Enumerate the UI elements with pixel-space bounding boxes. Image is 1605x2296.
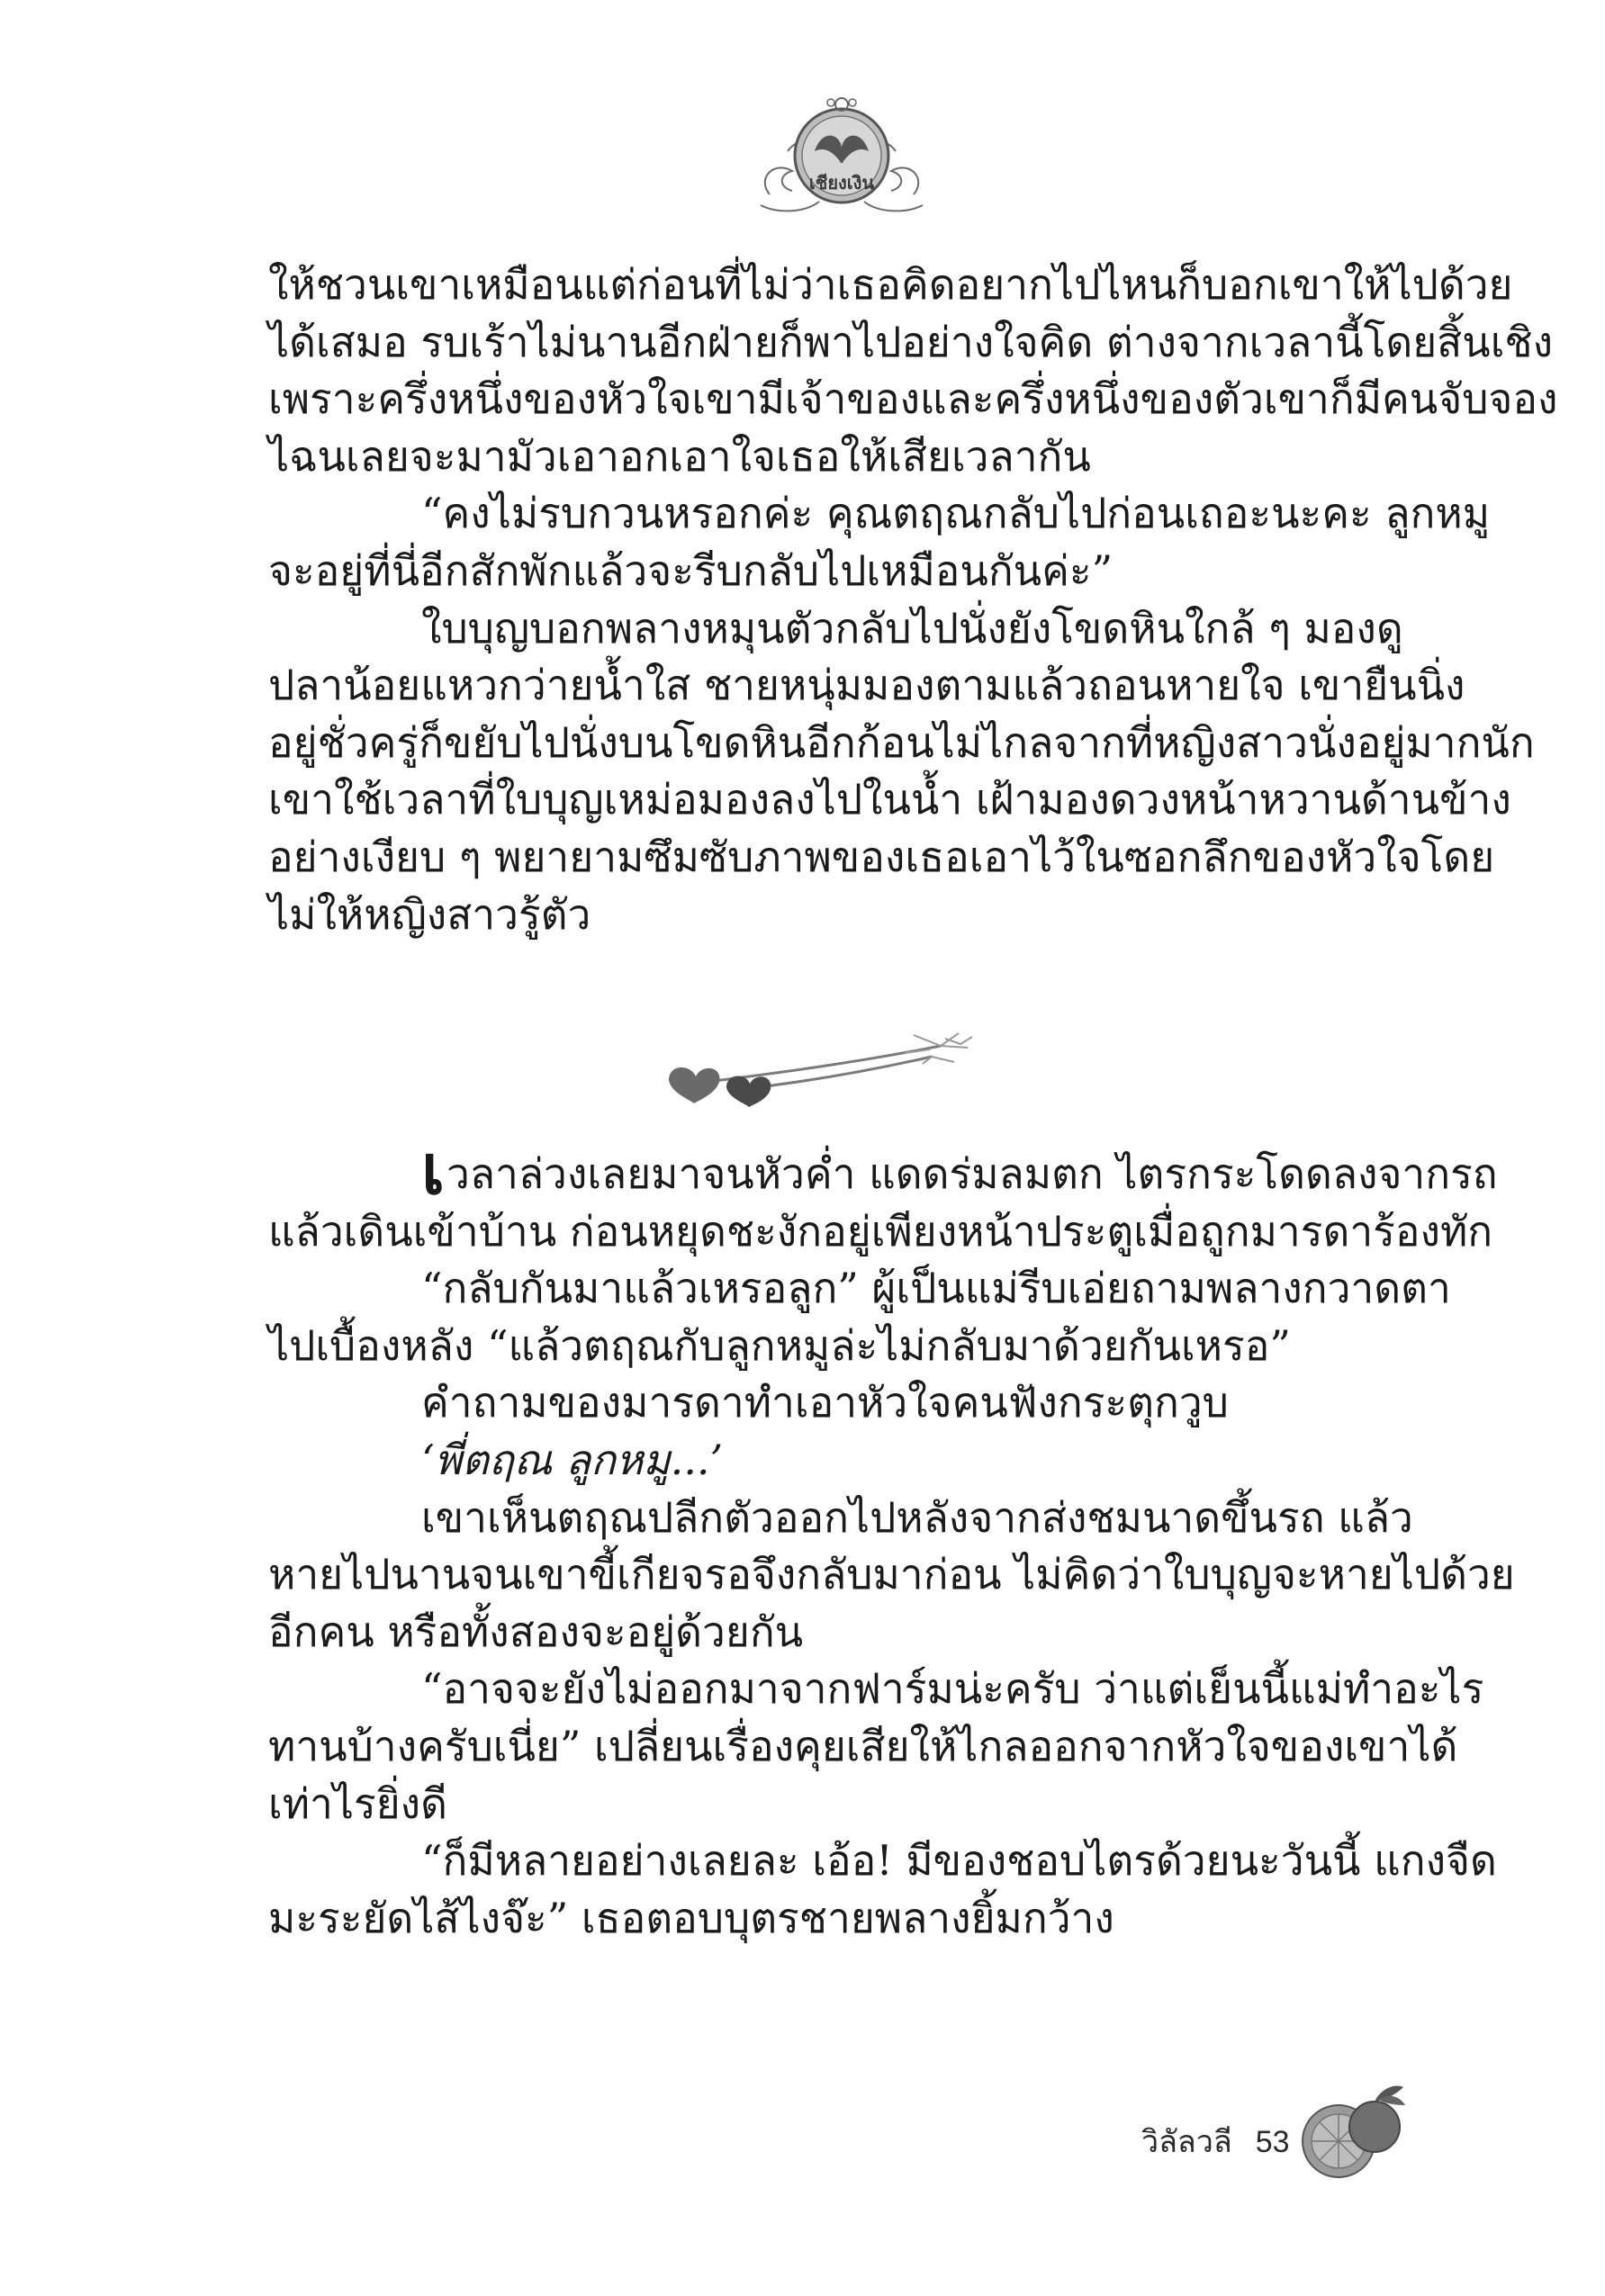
text-line: อีกคน หรือทั้งสองจะอยู่ด้วยกัน [268,1607,804,1656]
text-line: ได้เสมอ รบเร้าไม่นานอีกฝ่ายก็พาไปอย่างใจคิด ต่างจากเวลานี้โดยสิ้นเชิง [268,317,1554,366]
text-line: มะระยัดไส้ไงจ๊ะ” เธอตอบบุตรชายพลางยิ้มกว้าง [268,1893,1114,1942]
text-line: เพราะครึ่งหนึ่งของหัวใจเขามีเจ้าของและครึ่งหนึ่งของตัวเขาก็มีคนจับจอง [268,374,1558,424]
book-title: วิลัลวลี [1141,2125,1232,2159]
text-line: ให้ชวนเขาเหมือนแต่ก่อนที่ไม่ว่าเธอคิดอยากไปไหนก็บอกเขาให้ไปด้วย [268,260,1513,309]
divider-ornament-icon [644,1026,986,1112]
text-line: อย่างเงียบ ๆ พยายามซึมซับภาพของเธอเอาไว้ในซอกลึกของหัวใจโดย [268,832,1495,881]
fruit-ornament-icon [1292,2075,1409,2192]
drop-cap: เ [421,1130,445,1210]
text-line: “ก็มีหลายอย่างเลยละ เอ้อ! มีของชอบไตรด้วยนะวันนี้ แกงจืด [421,1836,1497,1886]
section-2-text [268,1130,1515,1947]
text-line: ไปเบื้องหลัง “แล้วตฤณกับลูกหมูล่ะไม่กลับมาด้วยกันเหรอ” [268,1320,1291,1370]
text-line: ทานบ้างครับเนี่ย” เปลี่ยนเรื่องคุยเสียให้ไกลออกจากหัวใจของเขาได้ [268,1721,1458,1770]
text-line: “คงไม่รบกวนหรอกค่ะ คุณตฤณกลับไปก่อนเถอะนะคะ ลูกหมู [421,489,1491,538]
text-line: ‘พี่ตฤณ ลูกหมู...’ [421,1435,724,1484]
section-1-text [268,257,1558,943]
text-line: “อาจจะยังไม่ออกมาจากฟาร์มน่ะครับ ว่าแต่เย็นนี้แม่ทำอะไร [421,1664,1484,1714]
text-line: ไม่ให้หญิงสาวรู้ตัว [268,889,591,939]
text-line: เท่าไรยิ่งดี [268,1778,448,1828]
text-line: ใบบุญบอกพลางหมุนตัวกลับไปนั่งยังโขดหินใกล้ ๆ มองดู [421,603,1403,653]
text-line: คำถามของมารดาทำเอาหัวใจคนฟังกระตุกวูบ [421,1378,1229,1427]
text-line: เขาเห็นตฤณปลีกตัวออกไปหลังจากส่งชมนาดขึ้นรถ แล้ว [421,1492,1413,1542]
text-line: แล้วเดินเข้าบ้าน ก่อนหยุดชะงักอยู่เพียงหน้าประตูเมื่อถูกมารดาร้องทัก [268,1206,1493,1256]
emblem-text: เชียงเงิน [808,172,875,194]
text-line: อยู่ชั่วครู่ก็ขยับไปนั่งบนโขดหินอีกก้อนไม่ไกลจากที่หญิงสาวนั่งอยู่มากนัก [268,717,1535,767]
page-footer [1141,2124,1290,2160]
text-line: ไฉนเลยจะมามัวเอาอกเอาใจเธอให้เสียเวลากัน [268,431,1091,481]
text-line: ปลาน้อยแหวกว่ายน้ำใส ชายหนุ่มมองตามแล้วถอนหายใจ เขายืนนิ่ง [268,661,1465,710]
page-number: 53 [1255,2125,1290,2159]
text-line: “กลับกันมาแล้วเหรอลูก” ผู้เป็นแม่รีบเอ่ยถามพลางกวาดตา [421,1264,1451,1313]
first-line-rest: วลาล่วงเลยมาจนหัวค่ำ แดดร่มลมตก ไตรกระโดดลงจากรถ [446,1149,1498,1198]
text-line: หายไปนานจนเขาขี้เกียจรอจึงกลับมาก่อน ไม่คิดว่าใบบุญจะหายไปด้วย [268,1550,1515,1599]
emblem-ornament-icon [752,88,932,223]
text-line-first [268,1130,1498,1210]
text-line: เขาใช้เวลาที่ใบบุญเหม่อมองลงไปในน้ำ เฝ้ามองดวงหน้าหวานด้านข้าง [268,775,1511,824]
text-line: จะอยู่ที่นี่อีกสักพักแล้วจะรีบกลับไปเหมือนกันค่ะ” [268,545,1114,595]
